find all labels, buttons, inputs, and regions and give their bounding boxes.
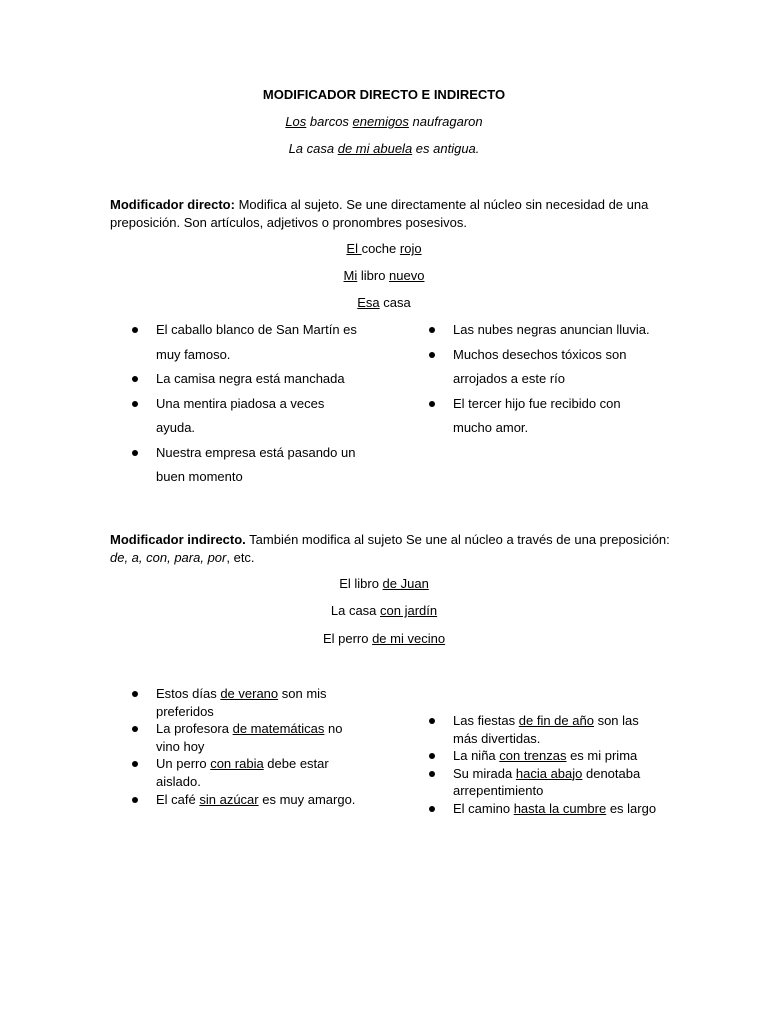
list-item: Muchos desechos tóxicos son arrojados a este río [407, 343, 662, 392]
directo-text: Modifica al sujeto. Se une directamente al núcleo sin necesidad de una preposición. Son artículos, adjetivos o pronombres posesivos. [110, 197, 649, 230]
indirecto-list-left [110, 685, 365, 808]
directo-label: Modificador directo: [110, 197, 235, 212]
modifier-underlined: Mi [343, 268, 358, 283]
directo-example-2 [0, 268, 768, 283]
preposition-list: de, a, con, para, por [110, 550, 227, 565]
list-item: El tercer hijo fue recibido con mucho amor. [407, 392, 662, 441]
list-item: Nuestra empresa está pasando un buen momento [110, 441, 365, 490]
indirecto-example-2 [0, 603, 768, 618]
list-item: La niña con trenzas es mi prima [407, 747, 662, 765]
indirecto-text: También modifica al sujeto Se une al núcleo a través de una preposición: [245, 532, 670, 547]
modifier-underlined: El [346, 241, 362, 256]
list-item: Estos días de verano son mis preferidos [110, 685, 365, 720]
list-item: La profesora de matemáticas no vino hoy [110, 720, 365, 755]
list-item: Su mirada hacia abajo denotaba arrepentimiento [407, 765, 662, 800]
indirecto-example-1 [0, 576, 768, 591]
indirecto-text-end: , etc. [226, 550, 255, 565]
indirecto-example-3 [0, 631, 768, 646]
modifier-underlined: de Juan [382, 576, 429, 591]
modifier-underlined: de mi vecino [372, 631, 446, 646]
directo-definition [110, 196, 670, 232]
indirecto-definition [110, 531, 670, 567]
modifier-underlined: rojo [399, 241, 422, 256]
list-item: La camisa negra está manchada [110, 367, 365, 392]
indirecto-label: Modificador indirecto. [110, 532, 246, 547]
modifier-underlined: nuevo [389, 268, 425, 283]
list-item: Las fiestas de fin de año son las más divertidas. [407, 712, 662, 747]
list-item: Una mentira piadosa a veces ayuda. [110, 392, 365, 441]
directo-list-left [110, 318, 365, 490]
directo-list-right [407, 318, 662, 441]
indirecto-list-right [407, 712, 662, 818]
example-sentence-2 [0, 141, 768, 156]
example-text: La casa [330, 603, 381, 618]
modifier-underlined: Esa [357, 295, 380, 310]
modifier-underlined: enemigos [352, 114, 409, 129]
example-text: libro [357, 268, 390, 283]
example-text: casa [379, 295, 411, 310]
modifier-underlined: de mi abuela [337, 141, 413, 156]
list-item: Un perro con rabia debe estar aislado. [110, 755, 365, 790]
list-item: El camino hasta la cumbre es largo [407, 800, 662, 818]
sentence-text: naufragaron [408, 114, 483, 129]
modifier-underlined: con jardín [380, 603, 438, 618]
document-title: MODIFICADOR DIRECTO E INDIRECTO [262, 87, 506, 102]
list-item: El café sin azúcar es muy amargo. [110, 791, 365, 809]
example-text: El libro [339, 576, 383, 591]
directo-example-1 [0, 241, 768, 256]
modifier-underlined: Los [285, 114, 307, 129]
example-sentence-1 [0, 114, 768, 129]
list-item: Las nubes negras anuncian lluvia. [407, 318, 662, 343]
sentence-text: es antigua. [412, 141, 480, 156]
example-text: El perro [322, 631, 373, 646]
example-text: coche [361, 241, 400, 256]
list-item: El caballo blanco de San Martín es muy famoso. [110, 318, 365, 367]
directo-example-3 [0, 295, 768, 310]
sentence-text: barcos [306, 114, 353, 129]
sentence-text: La casa [288, 141, 338, 156]
